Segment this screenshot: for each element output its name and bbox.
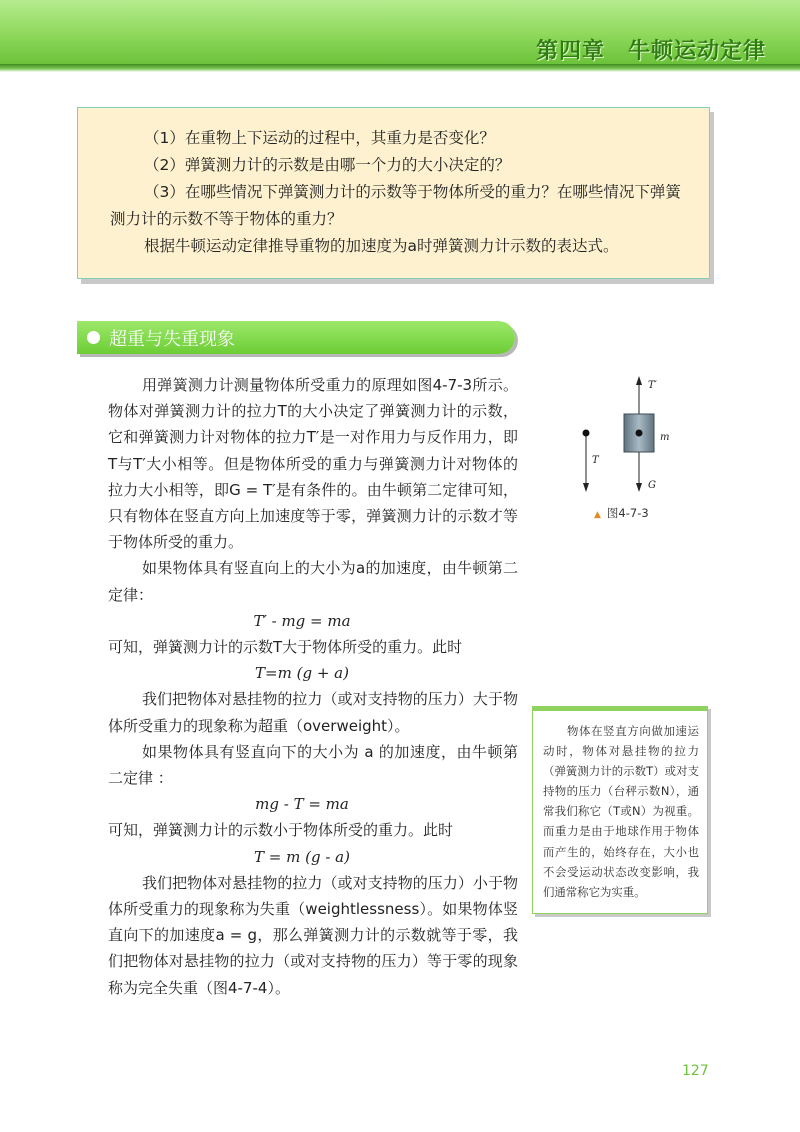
equation-3: mg - T = ma	[255, 795, 349, 814]
equation-4: T = m (g - a)	[254, 847, 350, 866]
question-task: 根据牛顿运动定律推导重物的加速度为a时弹簧测力计示数的表达式。	[144, 237, 619, 255]
equation-2: T=m (g + a)	[255, 664, 349, 683]
mass-center-dot	[636, 430, 643, 437]
question-3: （3）在哪些情况下弹簧测力计的示数等于物体所受的重力？在哪些情况下弹簧测力计的示数不等于物体的重力？	[110, 183, 681, 228]
paragraph-upward-acceleration: 如果物体具有竖直向上的大小为a的加速度，由牛顿第二定律：	[108, 559, 518, 604]
paragraph-weightlessness-definition: 我们把物体对悬挂物的拉力（或对支持物的压力）小于物体所受重力的现象称为失重（weightlessness）。如果物体竖直向下的加速度a = g，那么弹簧测力计的示数就等于零，我们把物体对悬挂物的拉力（或对支持物的压力）等于零的现象称为完全失重（图4-7-4）。	[108, 873, 518, 997]
figure-caption	[594, 505, 649, 521]
figure-spring-scale-diagram	[572, 372, 690, 522]
paragraph-downward-acceleration: 如果物体具有竖直向下的大小为 a 的加速度，由牛顿第二定律 ：	[108, 742, 518, 788]
label-g: G	[648, 480, 656, 491]
paragraph-principle: 用弹簧测力计测量物体所受重力的原理如图4-7-3所示。物体对弹簧测力计的拉力T的大小决定了弹簧测力计的示数，它和弹簧测力计对物体的拉力T′是一对作用力与反作用力，即T与T′大小相等。但是物体所受的重力与弹簧测力计对物体的拉力大小相等，即G = T′是有条件的。由牛顿第二定律可知，只有物体在竖直方向上加速度等于零，弹簧测力计的示数才等于物体所受的重力。	[108, 376, 518, 552]
section-heading-bar	[77, 321, 515, 354]
question-box	[77, 107, 710, 279]
label-m: m	[660, 432, 670, 443]
question-2: （2）弹簧测力计的示数是由哪一个力的大小决定的？	[144, 156, 511, 174]
main-body-text	[108, 372, 518, 1001]
paragraph-conclusion-greater: 可知，弹簧测力计的示数T大于物体所受的重力。此时	[108, 638, 463, 657]
bullet-dot-icon	[87, 331, 100, 344]
label-t-prime: T′	[648, 380, 657, 391]
paragraph-overweight-definition: 我们把物体对悬挂物的拉力（或对支持物的压力）大于物体所受重力的现象称为超重（overweight）。	[108, 690, 518, 735]
question-1: （1）在重物上下运动的过程中，其重力是否变化？	[144, 129, 495, 147]
arrow-down-icon	[636, 483, 642, 492]
scale-point-dot	[583, 430, 590, 437]
sidenote-box	[532, 706, 708, 914]
chapter-title: 第四章 牛顿运动定律	[535, 39, 766, 64]
paragraph-conclusion-less: 可知，弹簧测力计的示数小于物体所受的重力。此时	[108, 821, 454, 840]
arrow-down-icon	[583, 483, 589, 492]
figure-caption-text: 图4-7-3	[606, 506, 649, 520]
arrow-up-icon	[636, 376, 642, 385]
label-t: T	[592, 455, 599, 466]
section-title: 超重与失重现象	[109, 329, 235, 350]
triangle-icon: ▲	[594, 510, 601, 520]
header-shadow	[0, 64, 800, 72]
page-number: 127	[682, 1063, 709, 1079]
equation-1: T′ - mg = ma	[253, 611, 351, 630]
sidenote-text: 物体在竖直方向做加速运动时，物体对悬挂物的拉力（弹簧测力计的示数T）或对支持物的压力（台秤示数N），通常我们称它（T或N）为视重。而重力是由于地球作用于物体而产生的，始终存在，大小也不会受运动状态改变影响，我们通常称它为实重。	[543, 724, 699, 899]
